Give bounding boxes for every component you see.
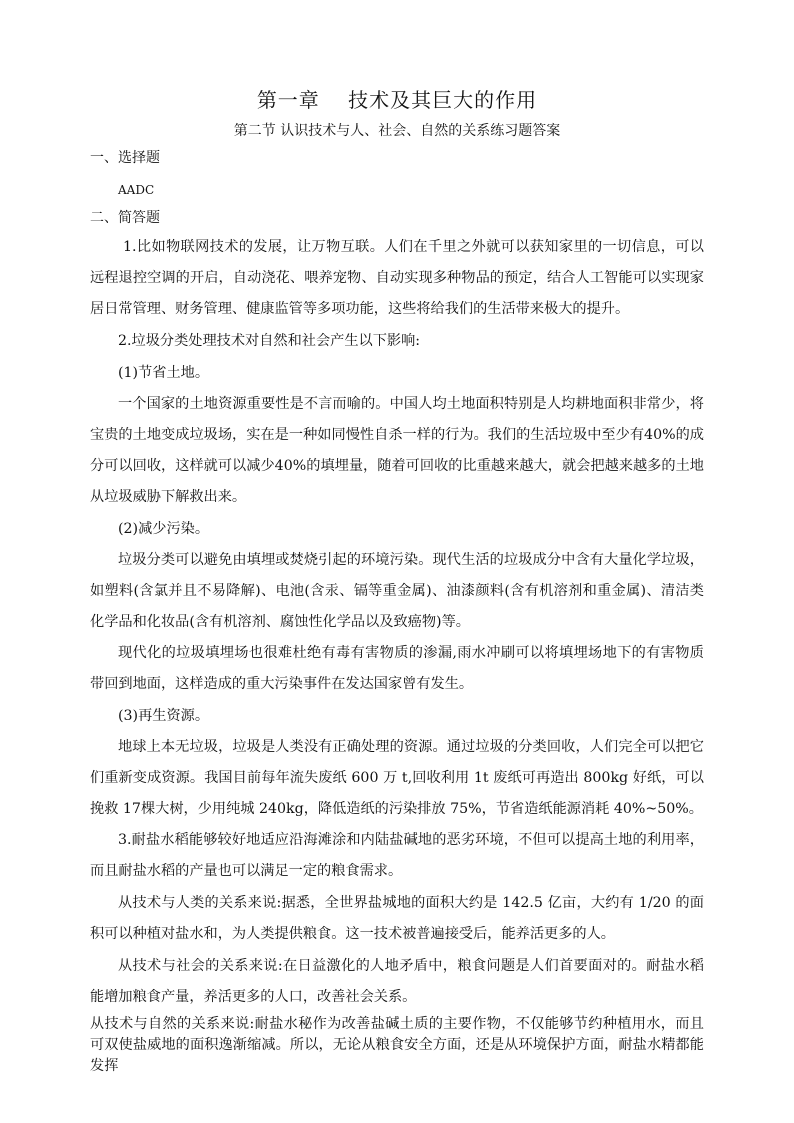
paragraph-11: 从技术与人类的关系来说:据悉，全世界盐城地的面积大约是 142.5 亿亩，大约有 1/20 的面积可以种植对盐水和，为人类提供粮食。这一技术被普遍接受后，能养活更多的人。: [90, 895, 704, 942]
paragraph-4: 一个国家的土地资源重要性是不言而喻的。中国人均土地面积特别是人均耕地面积非常少，将宝贵的土地变成垃圾场，实在是一种如同慢性自杀一样的行为。我们的生活垃圾中至少有40%的成分可以回收，这样就可以减少40%的填埋量，随着可回收的比重越来越大，就会把越来越多的土地从垃圾威胁下解救出来。: [90, 396, 704, 505]
paragraph-1: 1.比如物联网技术的发展，让万物互联。人们在千里之外就可以获知家里的一切信息，可以远程退控空调的开启，自动浇花、喂养宠物、自动实现多种物品的预定，结合人工智能可以实现家居日常管理、财务管理、健康监管等多项功能，这些将给我们的生活带来极大的提升。: [90, 239, 704, 317]
paragraph-7: 现代化的垃圾填埋场也很难杜绝有毒有害物质的渗漏,雨水冲刷可以将填埋场地下的有害物质带回到地面，这样造成的重大污染事件在发达国家曾有发生。: [90, 645, 704, 692]
paragraph-9: 地球上本无垃圾，垃圾是人类没有正确处理的资源。通过垃圾的分类回收，人们完全可以把它们重新变成资源。我国目前每年流失废纸 600 万 t,回收利用 1t 废纸可再造出 800kg 好纸，可以挽救 17棵大树，少用纯城 240kg，降低造纸的污染排放 75%，节省造纸能源消耗 40%~50%。: [90, 739, 704, 817]
chapter-title: 第一章 技术及其巨大的作用: [256, 88, 538, 112]
paragraph-12: 从技术与社会的关系来说:在日益激化的人地矛盾中，粮食问题是人们首要面对的。耐盐水稻能增加粮食产量，养活更多的人口，改善社会关系。: [90, 958, 704, 1005]
paragraph-13: 从技术与自然的关系来说:耐盐水秘作为改善盐碱土质的主要作物，不仅能够节约种植用水，而且可双使盐威地的面积逸渐缩减。所以，无论从粮食安全方面，还是从环境保护方面，耐盐水精都能发挥: [90, 1016, 704, 1074]
paragraph-6: 垃圾分类可以避免由填埋或焚烧引起的环境污染。现代生活的垃圾成分中含有大量化学垃圾，如塑料(含氯并且不易降解)、电池(含汞、镉等重金属)、油漆颜料(含有机溶剂和重金属)、清洁类化学品和化妆品(含有机溶剂、腐蚀性化学品以及致癌物)等。: [90, 552, 704, 630]
answers-text: AADC: [118, 183, 155, 197]
paragraph-5: (2)减少污染。: [118, 521, 210, 537]
paragraph-2: 2.垃圾分类处理技术对自然和社会产生以下影响:: [118, 333, 421, 349]
heading-short-answer: 二、简答题: [90, 210, 160, 226]
paragraph-10: 3.耐盐水稻能够较好地适应沿海滩涂和内陆盐碱地的恶劣环境，不但可以提高土地的利用率，而且耐盐水稻的产量也可以满足一定的粮食需求。: [90, 832, 704, 879]
paragraph-8: (3)再生资源。: [118, 708, 210, 724]
heading-multiple-choice: 一、选择题: [90, 150, 160, 166]
section-subtitle: 第二节 认识技术与人、社会、自然的关系练习题答案: [233, 123, 561, 139]
paragraph-3: (1)节省土地。: [118, 365, 210, 381]
